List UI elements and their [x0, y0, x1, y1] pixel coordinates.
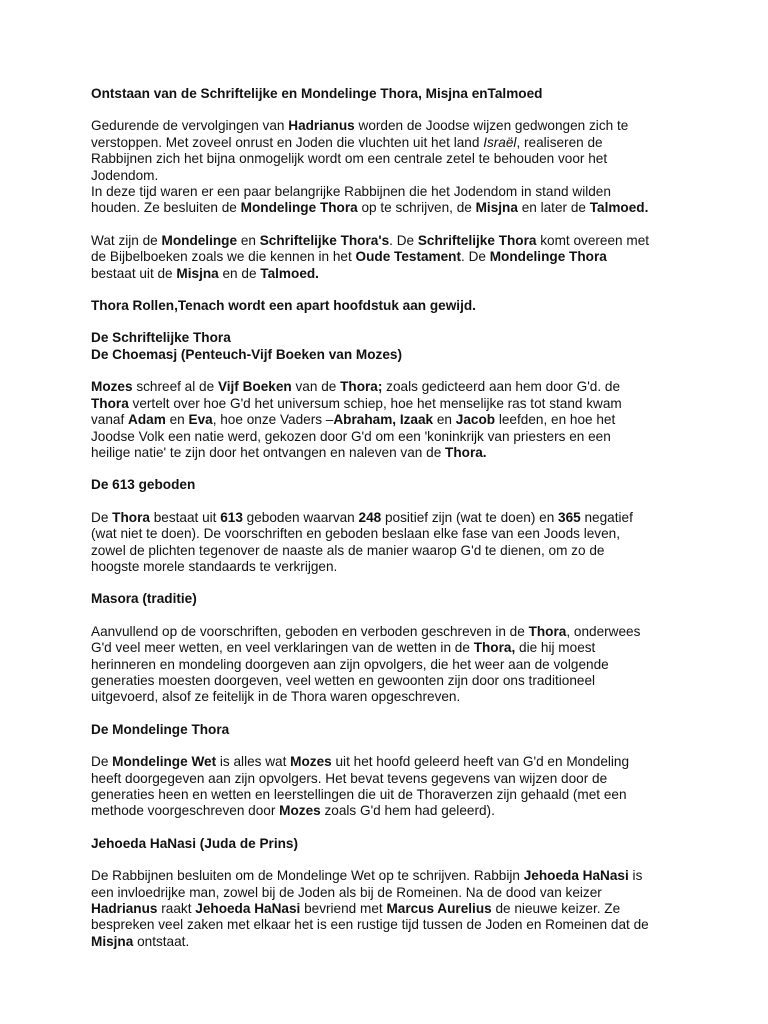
text-run: bestaat uit	[149, 509, 221, 525]
bold-text: Misjna	[475, 200, 518, 216]
text-line	[91, 559, 691, 575]
text-run: de Bijbelboeken zoals we die kennen in het	[91, 249, 356, 265]
text-run: In deze tijd waren er een paar belangrijke Rabbijnen die het Jodendom in stand wilden	[91, 184, 611, 200]
text-run: . De	[461, 249, 490, 265]
bold-text: Mondelinge Thora	[489, 249, 607, 265]
text-run: komt overeen met	[536, 232, 650, 248]
text-line	[91, 624, 691, 640]
text-run: (wat niet te doen). De voorschriften en geboden beslaan elke fase van een Joods leven,	[91, 526, 620, 542]
text-line	[91, 168, 691, 184]
intro-paragraph-1	[91, 118, 691, 216]
bold-text: Mozes	[279, 803, 321, 819]
bold-text: Thora,	[473, 640, 516, 656]
text-run: Wat zijn de	[91, 232, 162, 248]
bold-text: Oude Testament	[355, 249, 462, 265]
text-run: op te schrijven, de	[357, 200, 476, 216]
mondelinge-thora-paragraph	[91, 754, 691, 820]
bold-text: Abraham, Izaak	[333, 412, 434, 428]
text-run: Joodse Volk een natie werd, gekozen door G'd om een 'koninkrijk van priesters en een	[91, 428, 611, 444]
text-line	[91, 233, 691, 249]
bold-text: Eva	[188, 412, 213, 428]
bold-text: Mondelinge Wet	[112, 754, 217, 770]
bold-text: Jehoeda HaNasi	[523, 868, 629, 884]
text-line	[91, 200, 691, 216]
bold-text: Thora	[112, 509, 150, 525]
text-line	[91, 803, 691, 819]
bold-text: Mondelinge	[161, 232, 238, 248]
text-line	[91, 934, 691, 950]
text-run: bespreken veel zaken met elkaar het is een rustige tijd tussen de Joden en Romeinen dat de	[91, 917, 649, 933]
text-line	[91, 379, 691, 395]
bold-text: Talmoed.	[589, 200, 649, 216]
text-line	[91, 787, 691, 803]
text-line	[91, 151, 691, 167]
text-line	[91, 868, 691, 884]
text-run: . De	[389, 232, 418, 248]
bold-text: Misjna	[176, 265, 219, 281]
section-heading-schriftelijke-thora: De Schriftelijke Thora	[91, 330, 231, 346]
text-run: zowel de plichten tegenover de naaste als de manier waarop G'd te dienen, om zo de	[91, 542, 605, 558]
bold-text: Schriftelijke Thora	[417, 232, 537, 248]
bold-text: 365	[558, 509, 581, 525]
document-title: Ontstaan van de Schriftelijke en Mondelinge Thora, Misjna enTalmoed	[91, 86, 543, 101]
text-line	[91, 689, 691, 705]
text-run: G'd veel meer wetten, en veel verklaringen van de wetten in de	[91, 640, 474, 656]
text-run: Rabbijnen zich het bijna onmogelijk wordt om een centrale zetel te behouden voor het	[91, 151, 608, 167]
text-run: die hij moest	[515, 640, 596, 656]
section-heading-choemasj: De Choemasj (Penteuch-Vijf Boeken van Mozes)	[91, 346, 402, 362]
section-heading-masora: Masora (traditie)	[91, 591, 197, 607]
bold-text: 613	[220, 509, 243, 525]
section-heading-mondelinge-thora: De Mondelinge Thora	[91, 721, 230, 737]
text-run: zoals gedicteerd aan hem door G'd. de	[382, 379, 621, 395]
bold-text: 248	[358, 509, 382, 525]
text-run: herinneren en mondeling doorgeven aan zijn opvolgers, die het weer aan de volgende	[91, 656, 609, 672]
text-run: raakt	[157, 901, 196, 917]
text-line	[91, 640, 691, 656]
text-line	[91, 266, 691, 282]
text-run: is	[628, 868, 643, 884]
bold-text: Thora;	[340, 379, 383, 395]
bold-text: Hadrianus	[288, 118, 355, 134]
text-run: de nieuwe keizer. Ze	[491, 901, 621, 917]
text-run: uitgevoerd, alsof ze feitelijk in de Thora waren opgeschreven.	[91, 689, 461, 705]
text-run: positief zijn (wat te doen) en	[381, 509, 559, 525]
document-content	[91, 86, 691, 966]
text-line	[91, 445, 691, 461]
text-run: schreef al de	[132, 379, 218, 395]
text-line	[91, 429, 691, 445]
text-line	[91, 412, 691, 428]
text-run: uit het hoofd geleerd heeft van G'd en Mondeling	[331, 754, 630, 770]
text-run: leefden, en hoe het	[495, 412, 616, 428]
bold-text: Jehoeda HaNasi	[195, 901, 301, 917]
text-line	[91, 249, 691, 265]
text-line	[91, 510, 691, 526]
text-line	[91, 118, 691, 134]
text-run: , realiseren de	[516, 134, 603, 150]
text-run: en	[237, 232, 260, 248]
bold-text: Thora.	[445, 444, 487, 460]
text-run: en de	[218, 265, 261, 281]
text-run: worden de Joodse wijzen gedwongen zich te	[354, 118, 629, 134]
text-line	[91, 885, 691, 901]
text-run: generaties moesten doorgeven, veel wetten en gewoonten zijn door ons traditioneel	[91, 672, 596, 688]
text-line	[91, 657, 691, 673]
section-heading-jehoeda-hanasi: Jehoeda HaNasi (Juda de Prins)	[91, 835, 298, 851]
rollen-note: Thora Rollen,Tenach wordt een apart hoofdstuk aan gewijd.	[91, 298, 476, 314]
text-run: bestaat uit de	[91, 265, 177, 281]
text-run: bevriend met	[300, 901, 387, 917]
text-run: van de	[291, 379, 341, 395]
text-run: Aanvullend op de voorschriften, geboden en verboden geschreven in de	[91, 623, 529, 639]
text-line	[91, 526, 691, 542]
text-line	[91, 754, 691, 770]
text-line	[91, 184, 691, 200]
text-run: hoogste morele standaards te verkrijgen.	[91, 558, 338, 574]
bold-text: Mondelinge Thora	[240, 200, 358, 216]
text-line	[91, 543, 691, 559]
choemasj-paragraph	[91, 379, 691, 461]
bold-text: Vijf Boeken	[217, 379, 292, 395]
text-line	[91, 917, 691, 933]
italic-text: Israël	[483, 134, 517, 150]
text-run: heilige natie' te zijn door het ontvangen en naleven van de	[91, 444, 446, 460]
text-line	[91, 396, 691, 412]
text-line	[91, 673, 691, 689]
text-run: negatief	[580, 509, 633, 525]
text-run: De	[91, 509, 113, 525]
text-run: verstoppen. Met zoveel onrust en Joden die vluchten uit het land	[91, 134, 484, 150]
text-run: ontstaat.	[133, 933, 190, 949]
text-run: is alles wat	[216, 754, 291, 770]
masora-paragraph	[91, 624, 691, 706]
text-run: vanaf	[91, 412, 129, 428]
jehoeda-hanasi-paragraph	[91, 868, 691, 950]
text-run: en later de	[517, 200, 590, 216]
text-run: vertelt over hoe G'd het universum schiep, hoe het menselijke ras tot stand kwam	[128, 395, 622, 411]
bold-text: Mozes	[91, 379, 133, 395]
text-run: geboden waarvan	[242, 509, 359, 525]
text-run: , hoe onze Vaders –	[212, 412, 334, 428]
bold-text: Jacob	[455, 412, 496, 428]
text-run: , onderwees	[566, 623, 641, 639]
text-run: Gedurende de vervolgingen van	[91, 118, 289, 134]
section-heading-613-geboden: De 613 geboden	[91, 477, 196, 493]
text-run: De	[91, 754, 113, 770]
text-line	[91, 771, 691, 787]
geboden-paragraph	[91, 510, 691, 576]
bold-text: Thora	[91, 395, 129, 411]
text-run: een invloedrijke man, zowel bij de Joden als bij de Romeinen. Na de dood van keizer	[91, 884, 602, 900]
text-line	[91, 901, 691, 917]
bold-text: Thora	[528, 623, 567, 639]
text-run: en	[433, 412, 456, 428]
text-run: De Rabbijnen besluiten om de Mondelinge Wet op te schrijven. Rabbijn	[91, 868, 524, 884]
text-run: en	[165, 412, 189, 428]
bold-text: Misjna	[91, 933, 134, 949]
text-run: Jodendom.	[91, 167, 159, 183]
text-run: generaties heen en wetten en leerstellingen die uit de Thoraverzen zijn gehaald (met een	[91, 787, 627, 802]
bold-text: Marcus Aurelius	[386, 901, 492, 917]
text-run: houden. Ze besluiten de	[91, 200, 241, 216]
text-run: heeft doorgegeven aan zijn opvolgers. Het bevat tevens gegevens van wijzen door de	[91, 770, 608, 786]
bold-text: Schriftelijke Thora's	[259, 232, 390, 248]
bold-text: Mozes	[290, 754, 332, 770]
bold-text: Adam	[128, 412, 166, 428]
intro-paragraph-2	[91, 233, 691, 282]
text-line	[91, 135, 691, 151]
text-run: zoals G'd hem had geleerd).	[320, 803, 495, 819]
bold-text: Hadrianus	[91, 901, 158, 917]
bold-text: Talmoed.	[260, 265, 319, 281]
text-run: methode voorgeschreven door	[91, 803, 280, 819]
